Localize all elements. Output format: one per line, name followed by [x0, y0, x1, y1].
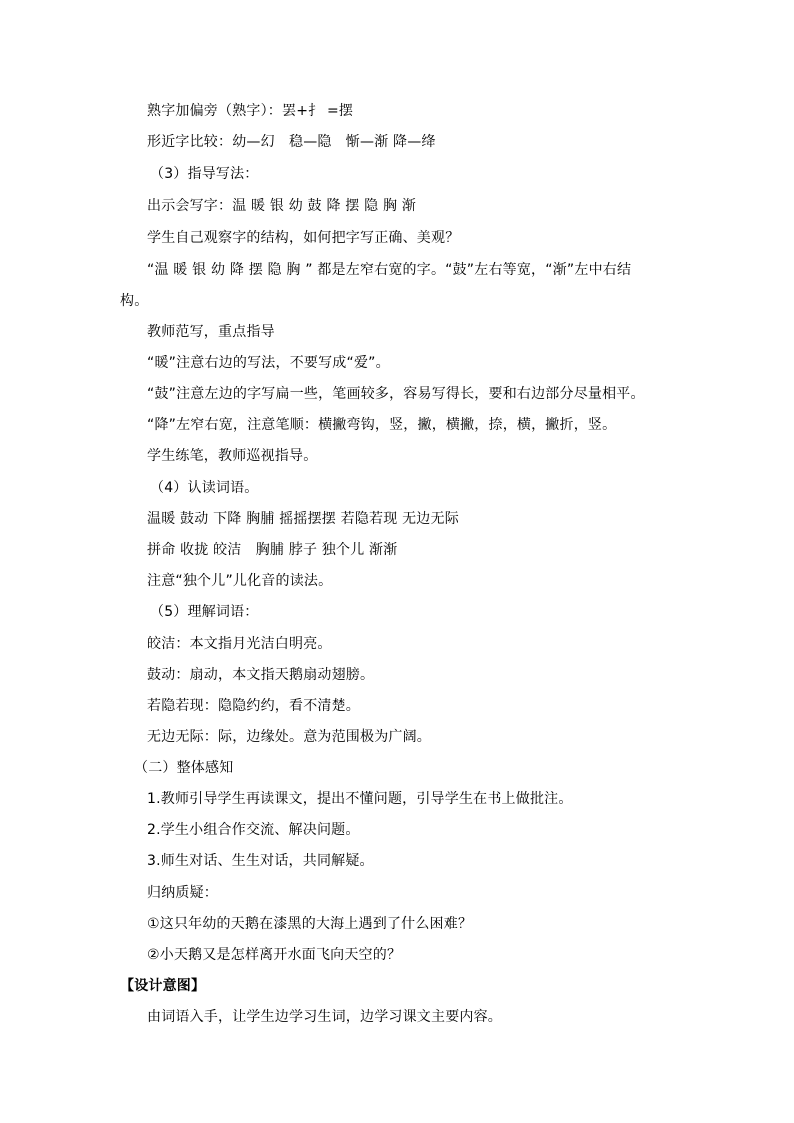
- text-line: ①这只年幼的天鹅在漆黑的大海上遇到了什么困难？: [147, 916, 473, 932]
- text-line: 教师范写，重点指导: [147, 324, 275, 340]
- design-intent-heading: 【设计意图】: [120, 978, 206, 994]
- text-line: 形近字比较：幼—幻 稳—隐 惭—渐 降—绛: [147, 134, 436, 150]
- section-heading: （二）整体感知: [134, 760, 234, 776]
- text-line: （5）理解词语：: [150, 604, 259, 620]
- text-line: 归纳质疑：: [147, 885, 218, 901]
- text-line: 由词语入手，让学生边学习生词，边学习课文主要内容。: [147, 1009, 502, 1025]
- text-line: 鼓动：扇动，本文指天鹅扇动翅膀。: [147, 667, 375, 683]
- text-line: 2.学生小组合作交流、解决问题。: [147, 822, 360, 838]
- text-line: “降”左窄右宽，注意笔顺：横撇弯钩，竖，撇，横撇，捺，横，撇折，竖。: [147, 417, 617, 433]
- text-line: 皎洁：本文指月光洁白明亮。: [147, 636, 332, 652]
- text-line: 学生练笔，教师巡视指导。: [147, 448, 318, 464]
- text-line: ②小天鹅又是怎样离开水面飞向天空的？: [147, 947, 402, 963]
- text-line: 3.师生对话、生生对话，共同解疑。: [147, 853, 374, 869]
- text-line: 熟字加偏旁（熟字）：罢+扌 =摆: [147, 103, 354, 119]
- text-line: 出示会写字：温 暖 银 幼 鼓 降 摆 隐 胸 渐: [147, 198, 417, 214]
- text-line: “暖”注意右边的写法，不要写成“爱”。: [147, 355, 390, 371]
- text-line: “鼓”注意左边的字写扁一些，笔画较多，容易写得长，要和右边部分尽量相平。: [147, 386, 645, 402]
- text-line: 若隐若现：隐隐约约，看不清楚。: [147, 698, 360, 714]
- text-line: （3）指导写法：: [150, 166, 259, 182]
- text-line: 1.教师引导学生再读课文，提出不懂问题，引导学生在书上做批注。: [147, 791, 573, 807]
- text-line: 构。: [120, 293, 149, 309]
- text-line: 拼命 收拢 皎洁 胸脯 脖子 独个儿 渐渐: [147, 542, 398, 558]
- text-line: 无边无际：际，边缘处。意为范围极为广阔。: [147, 729, 431, 745]
- text-line: 注意“独个儿”儿化音的读法。: [147, 573, 333, 589]
- text-line: 温暖 鼓动 下降 胸脯 摇摇摆摆 若隐若现 无边无际: [147, 511, 459, 527]
- text-line: （4）认读词语。: [150, 480, 259, 496]
- text-line: “温 暖 银 幼 降 摆 隐 胸 ” 都是左窄右宽的字。“鼓”左右等宽，“渐”左中右结: [147, 262, 632, 278]
- text-line: 学生自己观察字的结构，如何把字写正确、美观？: [147, 230, 460, 246]
